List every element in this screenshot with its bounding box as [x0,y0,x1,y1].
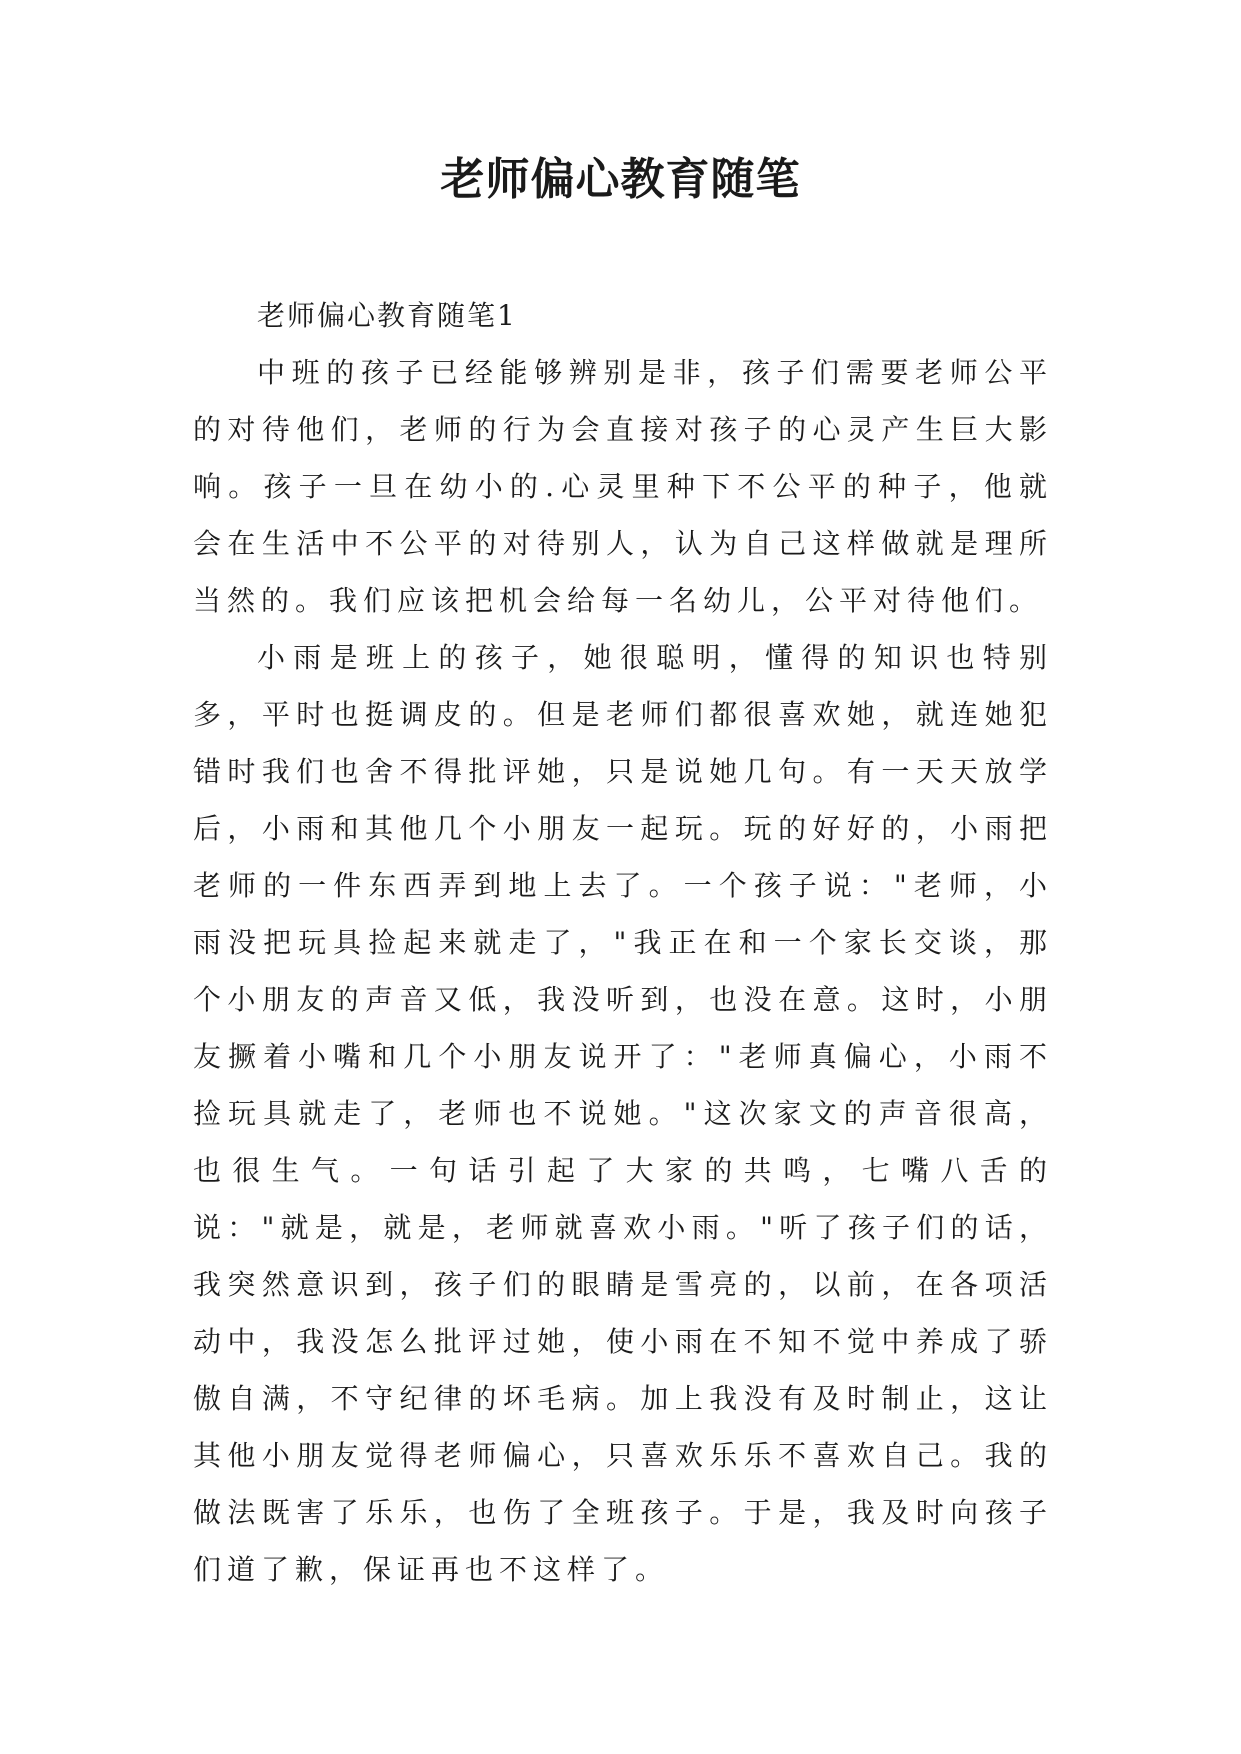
document-title: 老师偏心教育随笔 [440,154,801,205]
paragraph-intro: 中班的孩子已经能够辨别是非，孩子们需要老师公平的对待他们，老师的行为会直接对孩子的心灵产生巨大影响。孩子一旦在幼小的.心灵里种下不公平的种子，他就会在生活中不公平的对待别人，认为自己这样做就是理所当然的。我们应该把机会给每一名幼儿，公平对待他们。 [193,356,1053,617]
section-heading: 老师偏心教育随笔1 [257,299,517,332]
document-body [193,287,1053,1598]
paragraph-story: 小雨是班上的孩子，她很聪明，懂得的知识也特别多，平时也挺调皮的。但是老师们都很喜欢她，就连她犯错时我们也舍不得批评她，只是说她几句。有一天天放学后，小雨和其他几个小朋友一起玩。玩的好好的，小雨把老师的一件东西弄到地上去了。一个孩子说："老师，小雨没把玩具捡起来就走了，"我正在和一个家长交谈，那个小朋友的声音又低，我没听到，也没在意。这时，小朋友撅着小嘴和几个小朋友说开了："老师真偏心，小雨不捡玩具就走了，老师也不说她。"这次家文的声音很高，也很生气。一句话引起了大家的共鸣，七嘴八舌的说："就是，就是，老师就喜欢小雨。"听了孩子们的话，我突然意识到，孩子们的眼睛是雪亮的，以前，在各项活动中，我没怎么批评过她，使小雨在不知不觉中养成了骄傲自满，不守纪律的坏毛病。加上我没有及时制止，这让其他小朋友觉得老师偏心，只喜欢乐乐不喜欢自己。我的做法既害了乐乐，也伤了全班孩子。于是，我及时向孩子们道了歉，保证再也不这样了。 [193,641,1053,1586]
